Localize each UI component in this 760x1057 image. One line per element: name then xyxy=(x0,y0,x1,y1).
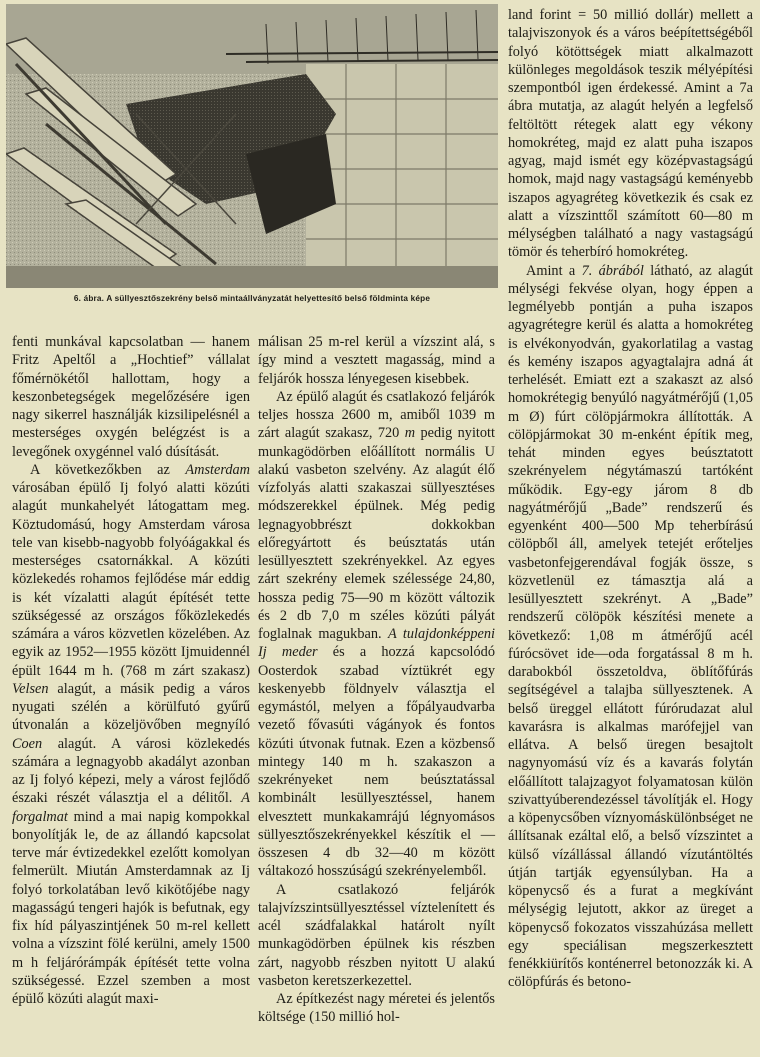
italic-text: Amsterdam xyxy=(185,461,250,478)
italic-text: Coen xyxy=(12,735,43,752)
paragraph xyxy=(508,262,757,992)
paragraph xyxy=(258,990,499,1027)
text-column-3 xyxy=(508,6,757,992)
excavation-photo xyxy=(6,4,498,288)
text-run: alagút. A városi közlekedés számára a legnagyobb akadályt azonban az Ij folyó képezi, mely a várost fejlődő északi részét választja el a délitől. xyxy=(12,735,254,807)
text-run: Az épülő alagút és csatlakozó feljárók teljes hossza 2600 m, amiből 1039 m zárt alagút szakasz, 720 xyxy=(258,388,499,442)
italic-text: m xyxy=(404,425,416,442)
paragraph xyxy=(258,333,499,388)
text-run: A következőkben az xyxy=(30,461,186,478)
paragraph xyxy=(258,881,499,991)
text-column-2 xyxy=(258,333,499,1027)
figure xyxy=(6,4,498,330)
text-run: land forint = 50 millió dollár) mellett a talajviszonyok és a város beépítettségéből folyó kötöttségek miatt alkalmazott különleges megoldások teszik mélyépítési szempontból igen érdekessé. Amint a 7a ábra mutatja, az alagút helyén a legfelső feltöltött rétegek alatt egy vékony homokréteg, majd ez alatt puha iszapos agyag, majd ismét egy középvastagságú homok, majd nagy vastagságú keményebb iszapos agyagréteg következik és csak ez alatt a vízszinttől számított 60—80 m mélységben található a nagy vastagságú tömör és teherbíró homokréteg. xyxy=(508,7,757,261)
text-run: mind a mai napig kompokkal bonyolítják le, de az állandó kapcsolat terve már évtizedekkel ezelőtt komolyan felmerült. Miután Amsterdamnak az Ij folyó torkolatában levő kikötőjébe nagy magasságú tengeri hajók is befutnak, egy fix híd pályaszintjének 50 m-rel kellett volna a vízszint fölé kerülni, amely 1500 m h feljárórámpák építését tette volna szükségessé. Ezzel szemben a most épülő közúti alagút maxi- xyxy=(12,808,254,1007)
paragraph xyxy=(508,6,757,262)
paragraph xyxy=(258,388,499,881)
text-run: Amint a xyxy=(526,262,582,279)
text-run: alagút, a másik pedig a város nyugati szélén a körülfutó gyűrű útvonalán a közeljövőben megnyíló xyxy=(12,680,254,734)
photo-illustration xyxy=(6,4,498,288)
paragraph xyxy=(12,333,254,461)
text-run: málisan 25 m-rel kerül a vízszint alá, s így mind a vesztett magasság, mind a feljárók hossza lényegesen kisebbek. xyxy=(258,334,499,387)
italic-text: A tulajdonképpeni Ij meder xyxy=(258,626,499,661)
text-column-1 xyxy=(12,333,254,1008)
text-run: A csatlakozó feljárók talajvízszintsüllyesztéssel víztelenített és acél szádfalakkal határolt nyílt munkagödörben épülnek kis részben zárt, nagyobb részben nyitott U alakú vasbeton keretszerkezettel. xyxy=(258,881,499,989)
italic-text: A forgalmat xyxy=(12,790,254,825)
text-run: városában épülő Ij folyó alatti közúti alagút munkahelyét látogattam meg. Köztudomású, hogy Amsterdam városa tele van kisebb-nagyobb folyóágakkal és mesterséges csatornákkal. A közúti közlekedés rohamos fejlődése már eddig is két vízalatti alagút építését tette szükségessé az országos főközlekedés számára a város közvetlen közelében. Az egyik az 1952—1955 között Ijmuidennél épült 1644 m h. (768 m zárt szakasz) xyxy=(12,461,254,679)
paragraph xyxy=(12,461,254,1009)
text-run: pedig nyitott munkagödörben előállított normális U alakú vasbeton szelvény. Az alagút élő vízfolyás alatti szakaszai süllyesztéses módszerekkel épülnek. Még pedig legnagyobbrészt dokkokban előregyártott és beúsztatás után lesüllyesztett szekrényekkel. Az egyes zárt szekrény elemek szélessége 24,80, hossza pedig 75—90 m között változik és 2 db 7,0 m széles közúti pályát foglalnak magukban. xyxy=(258,425,499,642)
text-run: és a hozzá kapcsolódó Oosterdok szabad víztükrét egy keskenyebb földnyelv választja el egymástól, melyen a főpályaudvarba vezető fővasúti vágányok és fontos közúti útvonak futnak. Ezen a közbenső mintegy 140 m h. szakaszon a szekrényeket nem beúsztatással kombinált lesüllyesztéssel, hanem elvesztett munkakamrájú légnyomásos süllyesztőszekrényekkel készítik el — összesen 4 db 32—40 m között váltakozó hosszúságú szekrényelemből. xyxy=(258,644,499,880)
figure-caption: 6. ábra. A süllyesztőszekrény belső mintaállványzatát helyettesítő belső földminta képe xyxy=(73,294,431,303)
text-run: Az építkezést nagy méretei és jelentős költsége (150 millió hol- xyxy=(258,991,499,1026)
italic-text: 7. ábrából xyxy=(581,262,644,279)
text-run: látható, az alagút mélységi fekvése olyan, hogy éppen a legmélyebb pontján a puha iszapos agyagrétegre kerül és alatta a homokréteg is elvékonyodván, gyakorlatilag a vastag és kemény iszapos agyagtalajra adná át terhelését. Emiatt ezt a szakaszt az alsó homokrétegig benyúló nagyátmérőjű (1,05 m Ø) fúrt cölöpjármokra állították. A cölöpjármokat 30 m-enként építik meg, tehát minden egyes beúsztatott szekrényelem négytámaszú tartóként működik. Egy-egy járom 8 db nagyátmérőjű „Bade” rendszerű és egyenként 400—500 Mp teherbírású cölöpből áll, amelyek tetejét erőteljes vasbetonfejgerendával fogják össze, s közvetlenül ez támasztja alá a lesüllyesztett szekrényt. A „Bade” rendszerű cölöpök készítési menete a következő: 1,08 m átmérőjű acél fúrócsövet ide—oda forgatással 8 m h. darabokból összetoldva, öblítőfúrás segítségével a talajba süllyesztenek. A belső üreggel ellátott fúrórudazat alul kavarásra is alkalmas marófejjel van ellátva. A belső üregen besajtolt nagynyomású víz és a kavarás folytán előállított talajzagyot folyamatosan külön szivattyúberendezéssel távolítják el. Hogy a köpenycsőben víznyomáskülönbséget ne állítsanak ezáltal elő, a belső vízszintet a külső vízállással állandó vízutántöltés útján tartják egyensúlyban. Ha a köpenycső és a furat a megkívánt mélységig lejutott, akkor az üreget a köpenycső fokozatos visszahúzása mellett egy speciálisan megszerkesztett fenékkiürítős konténerrel betonozzák ki. A cölöpfúrás és betono- xyxy=(508,262,757,991)
text-run: fenti munkával kapcsolatban — hanem Fritz Apeltől a „Hochtief” vállalat főmérnökétől hallottam, hogy a keszonbetegségek megelőzésére igen nagy sikerrel használják kizsilipelésnél a mesterséges oxygén belégzést is a levegőnek oxygénnel való dúsítását. xyxy=(12,334,254,460)
italic-text: Velsen xyxy=(12,680,49,697)
